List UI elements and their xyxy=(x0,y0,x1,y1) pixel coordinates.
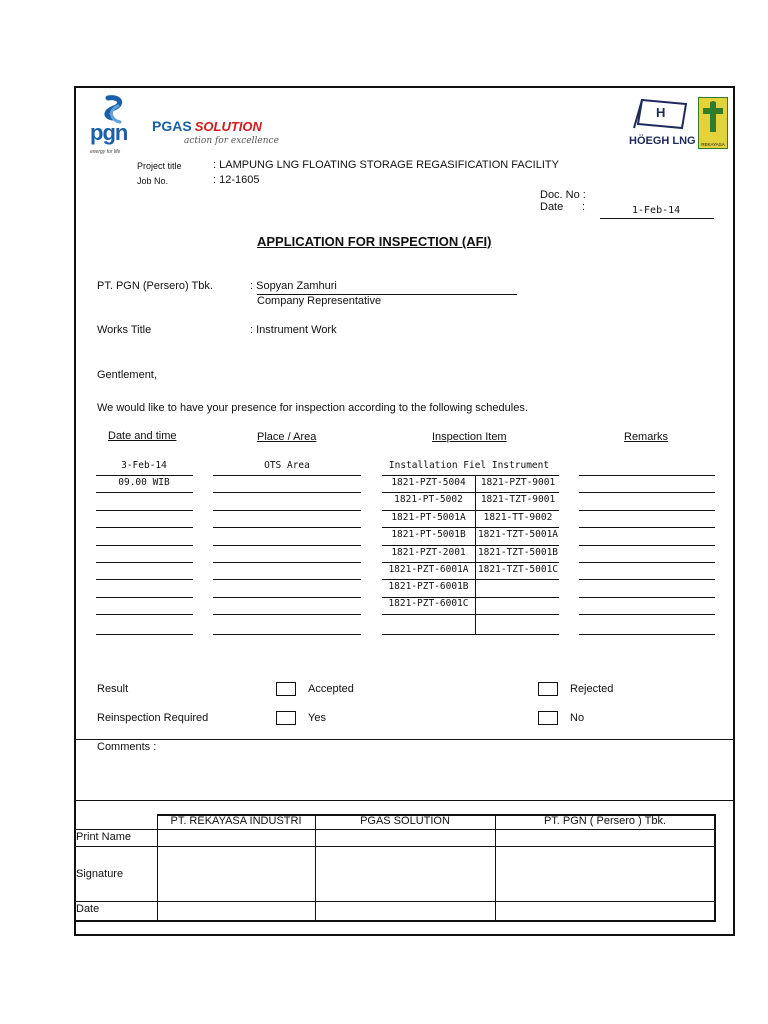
inspection-item-left: 1821-PT-5001B xyxy=(391,529,466,540)
doc-no-label: Doc. No : xyxy=(540,189,586,201)
job-no-label: Job No. xyxy=(137,176,169,186)
inspection-item-right: 1821-PZT-9001 xyxy=(480,477,556,488)
date-col-line xyxy=(96,562,193,563)
inspection-item-header: Installation Fiel Instrument xyxy=(388,460,550,471)
signoff-table xyxy=(75,814,716,922)
intro-text: We would like to have your presence for inspection according to the following schedules. xyxy=(97,402,528,414)
result-label: Result xyxy=(97,683,129,695)
remarks-col-line xyxy=(579,475,715,476)
schedule-time: 09.00 WIB xyxy=(118,477,170,488)
date-col-line xyxy=(96,527,193,528)
area-col-line xyxy=(213,562,361,563)
date-col-line xyxy=(96,597,193,598)
representative-role: Company Representative xyxy=(257,295,382,307)
inspection-item-right: 1821-TZT-5001B xyxy=(477,547,559,558)
item-grid-line xyxy=(382,614,559,615)
remarks-col-line xyxy=(579,510,715,511)
pgn-logo-text: pgn xyxy=(90,120,128,145)
area-col-line xyxy=(213,614,361,615)
signoff-col-rekayasa: PT. REKAYASA INDUSTRI xyxy=(170,815,302,827)
comments-top-divider xyxy=(75,739,734,740)
signoff-col-pgn: PT. PGN ( Persero ) Tbk. xyxy=(543,815,667,827)
document-title: APPLICATION FOR INSPECTION (AFI) xyxy=(257,234,492,249)
inspection-item-left: 1821-PZT-6001A xyxy=(388,564,469,575)
inspection-item-right: 1821-TZT-5001C xyxy=(477,564,559,575)
pgas-brand: PGAS xyxy=(152,118,192,134)
no-checkbox[interactable] xyxy=(538,711,558,725)
remarks-col-line xyxy=(579,492,715,493)
remarks-col-line xyxy=(579,597,715,598)
area-col-line xyxy=(213,510,361,511)
inspection-item-right: 1821-TT-9002 xyxy=(483,512,553,523)
item-grid-line xyxy=(382,579,559,580)
area-col-line xyxy=(213,634,361,635)
pgas-tagline: action for excellence xyxy=(184,136,279,146)
signoff-row-print-name: Print Name xyxy=(76,831,132,843)
schedule-area: OTS Area xyxy=(264,460,310,471)
pgas-solution-logo xyxy=(152,118,262,134)
schedule-date: 3-Feb-14 xyxy=(121,460,167,471)
area-col-line xyxy=(213,527,361,528)
hoegh-lng-logo xyxy=(628,98,694,150)
inspection-item-right: 1821-TZT-9001 xyxy=(480,494,556,505)
hoegh-logo-text: HÖEGH LNG xyxy=(629,135,696,147)
inspection-item-right: 1821-TZT-5001A xyxy=(477,529,559,540)
remarks-col-line xyxy=(579,614,715,615)
remarks-col-line xyxy=(579,634,715,635)
comments-bottom-divider xyxy=(75,800,734,801)
works-title-value: : Instrument Work xyxy=(250,324,337,336)
pgn-tagline: energy for life xyxy=(90,149,121,155)
reinspection-label: Reinspection Required xyxy=(97,712,209,724)
item-grid-line xyxy=(382,545,559,546)
representative-name: : Sopyan Zamhuri xyxy=(250,280,337,292)
item-grid-line xyxy=(382,527,559,528)
area-col-line xyxy=(213,545,361,546)
signoff-row-date: Date xyxy=(76,903,100,915)
header-date-time: Date and time xyxy=(108,430,177,442)
rejected-label: Rejected xyxy=(570,683,614,695)
remarks-col-line xyxy=(579,562,715,563)
item-grid-line xyxy=(382,562,559,563)
inspection-item-left: 1821-PZT-6001B xyxy=(388,581,469,592)
yes-checkbox[interactable] xyxy=(276,711,296,725)
no-label: No xyxy=(570,712,585,724)
date-col-line xyxy=(96,545,193,546)
date-colon: : xyxy=(582,201,586,213)
signoff-row-signature: Signature xyxy=(76,868,124,880)
rekayasa-mark-icon xyxy=(699,98,727,138)
remarks-col-line xyxy=(579,545,715,546)
greeting: Gentlement, xyxy=(97,369,157,381)
area-col-line xyxy=(213,579,361,580)
date-col-line xyxy=(96,475,193,476)
pgn-logo xyxy=(88,94,138,156)
rekayasa-text: REKAYASA xyxy=(701,142,725,147)
date-value: 1-Feb-14 xyxy=(632,205,681,216)
accepted-checkbox[interactable] xyxy=(276,682,296,696)
job-no-value: : 12-1605 xyxy=(213,174,260,186)
header-place-area: Place / Area xyxy=(257,431,317,443)
area-col-line xyxy=(213,597,361,598)
inspection-item-left: 1821-PZT-2001 xyxy=(391,547,466,558)
date-col-line xyxy=(96,614,193,615)
date-col-line xyxy=(96,510,193,511)
inspection-item-left: 1821-PZT-5004 xyxy=(391,477,466,488)
comments-label: Comments : xyxy=(97,741,157,753)
header-remarks: Remarks xyxy=(624,431,669,443)
item-grid-line xyxy=(382,634,559,635)
item-grid-line xyxy=(382,510,559,511)
date-col-line xyxy=(96,492,193,493)
date-col-line xyxy=(96,634,193,635)
area-col-line xyxy=(213,492,361,493)
project-title-value: : LAMPUNG LNG FLOATING STORAGE REGASIFICATION FACILITY xyxy=(213,159,559,171)
hoegh-flag-letter: H xyxy=(656,105,666,120)
accepted-label: Accepted xyxy=(308,683,354,695)
remarks-col-line xyxy=(579,527,715,528)
date-underline xyxy=(600,218,714,219)
signoff-col-pgas: PGAS SOLUTION xyxy=(360,815,450,827)
company-label: PT. PGN (Persero) Tbk. xyxy=(97,280,213,292)
inspection-item-left: 1821-PT-5002 xyxy=(394,494,463,505)
remarks-col-line xyxy=(579,579,715,580)
date-label: Date xyxy=(540,201,564,213)
area-col-line xyxy=(213,475,361,476)
inspection-item-left: 1821-PT-5001A xyxy=(391,512,466,523)
header-inspection-item: Inspection Item xyxy=(432,431,507,443)
item-grid-line xyxy=(382,492,559,493)
inspection-item-left: 1821-PZT-6001C xyxy=(388,598,469,609)
rekayasa-logo xyxy=(698,97,728,149)
works-title-label: Works Title xyxy=(97,324,152,336)
yes-label: Yes xyxy=(308,712,326,724)
project-title-label: Project title xyxy=(137,161,182,171)
rejected-checkbox[interactable] xyxy=(538,682,558,696)
item-grid-line xyxy=(382,475,559,476)
pgas-brand-suffix: SOLUTION xyxy=(194,119,262,134)
date-col-line xyxy=(96,579,193,580)
